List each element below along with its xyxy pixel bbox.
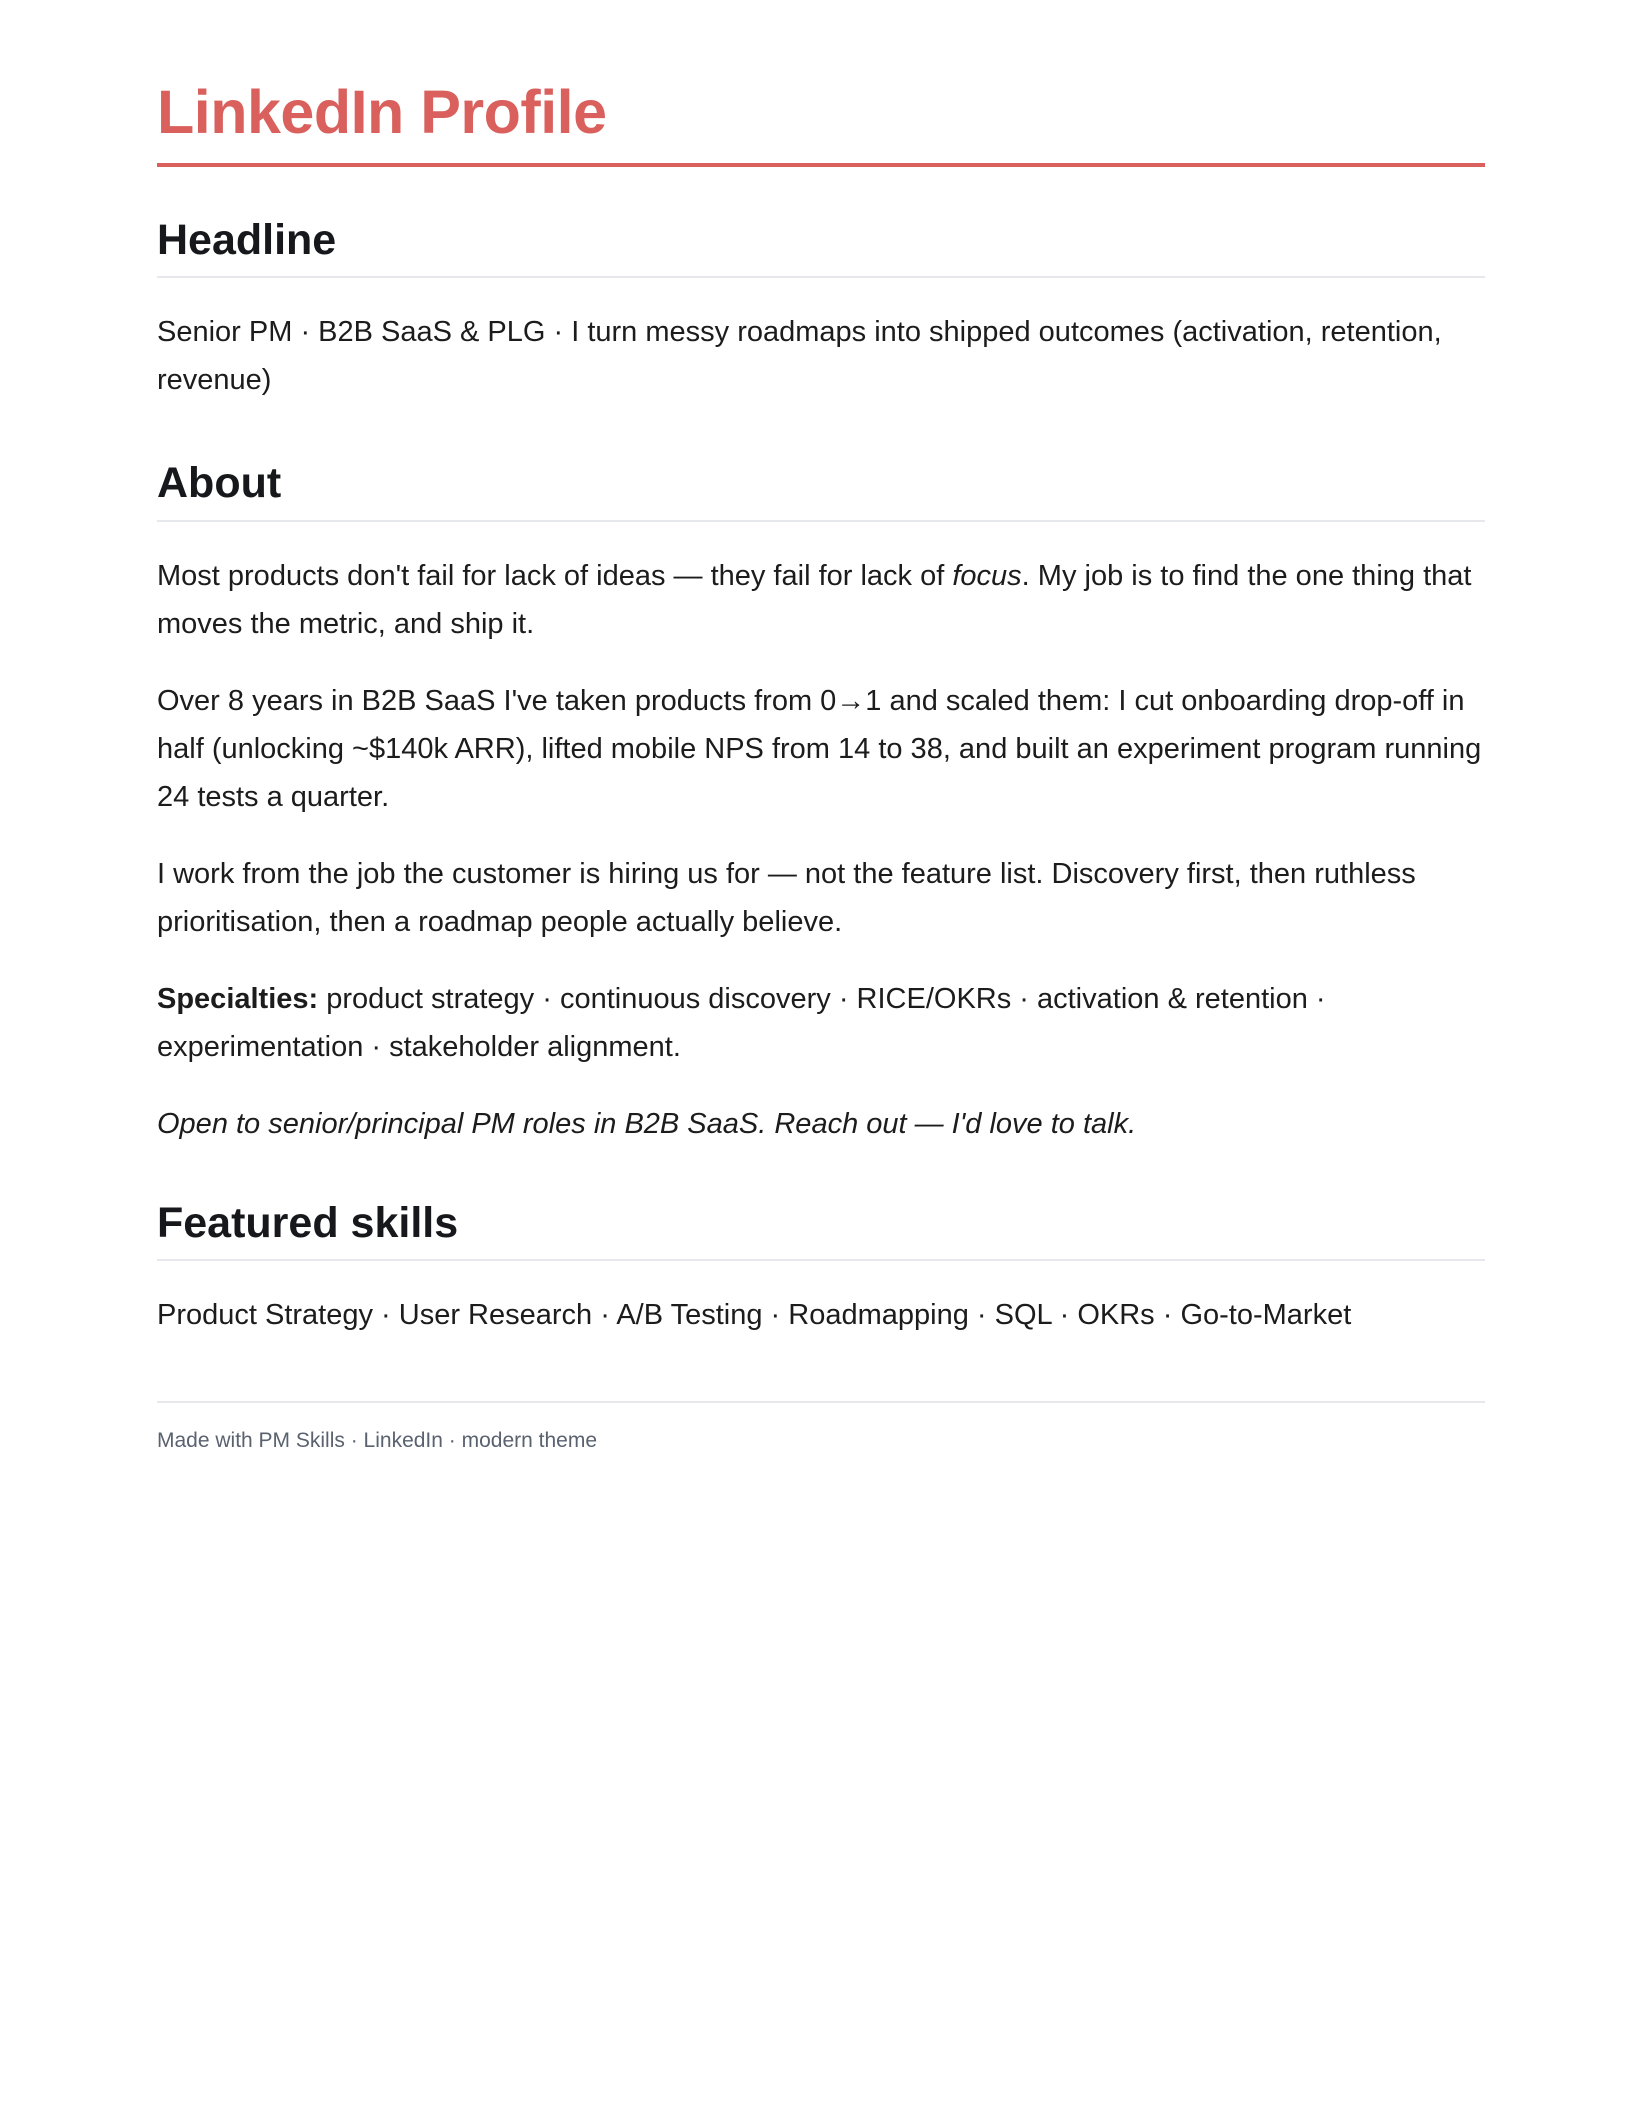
featured-skills-heading: Featured skills: [157, 1200, 1485, 1261]
footer-text: Made with PM Skills · LinkedIn · modern theme: [157, 1428, 598, 1452]
about-paragraph-3: I work from the job the customer is hiring us for — not the feature list. Discovery first, then ruthless prioritisation, then a roadmap people actually believe.: [157, 857, 1416, 938]
specialties-text: product strategy · continuous discovery · RICE/OKRs · activation & retention · experimentation · stakeholder alignment.: [157, 982, 1326, 1063]
specialties-paragraph: [157, 975, 1485, 1071]
featured-skills-list: Product Strategy · User Research · A/B Testing · Roadmapping · SQL · OKRs · Go-to-Market: [157, 1298, 1352, 1331]
headline-text: Senior PM · B2B SaaS & PLG · I turn messy roadmaps into shipped outcomes (activation, retention, revenue): [157, 316, 1442, 397]
about-p1-end: . My job is to find the one thing that moves the metric, and ship it.: [157, 559, 1472, 640]
about-paragraph-1: [157, 552, 1485, 648]
about-heading: About: [157, 460, 1485, 521]
profile-document: [157, 0, 1485, 1455]
about-paragraph-2: Over 8 years in B2B SaaS I've taken products from 0→1 and scaled them: I cut onboarding drop-off in half (unlocking ~$140k ARR), lifted mobile NPS from 14 to 38, and built an experiment program running 24 tests a quarter.: [157, 684, 1482, 813]
specialties-label: Specialties:: [157, 982, 319, 1015]
about-closing: Open to senior/principal PM roles in B2B SaaS. Reach out — I'd love to talk.: [157, 1107, 1137, 1140]
page-title: LinkedIn Profile: [157, 82, 1485, 167]
about-p1-start: Most products don't fail for lack of ideas — they fail for lack of: [157, 559, 953, 592]
footer: [157, 1401, 1485, 1455]
about-p1-emphasis: focus: [952, 559, 1022, 592]
headline-heading: Headline: [157, 217, 1485, 278]
